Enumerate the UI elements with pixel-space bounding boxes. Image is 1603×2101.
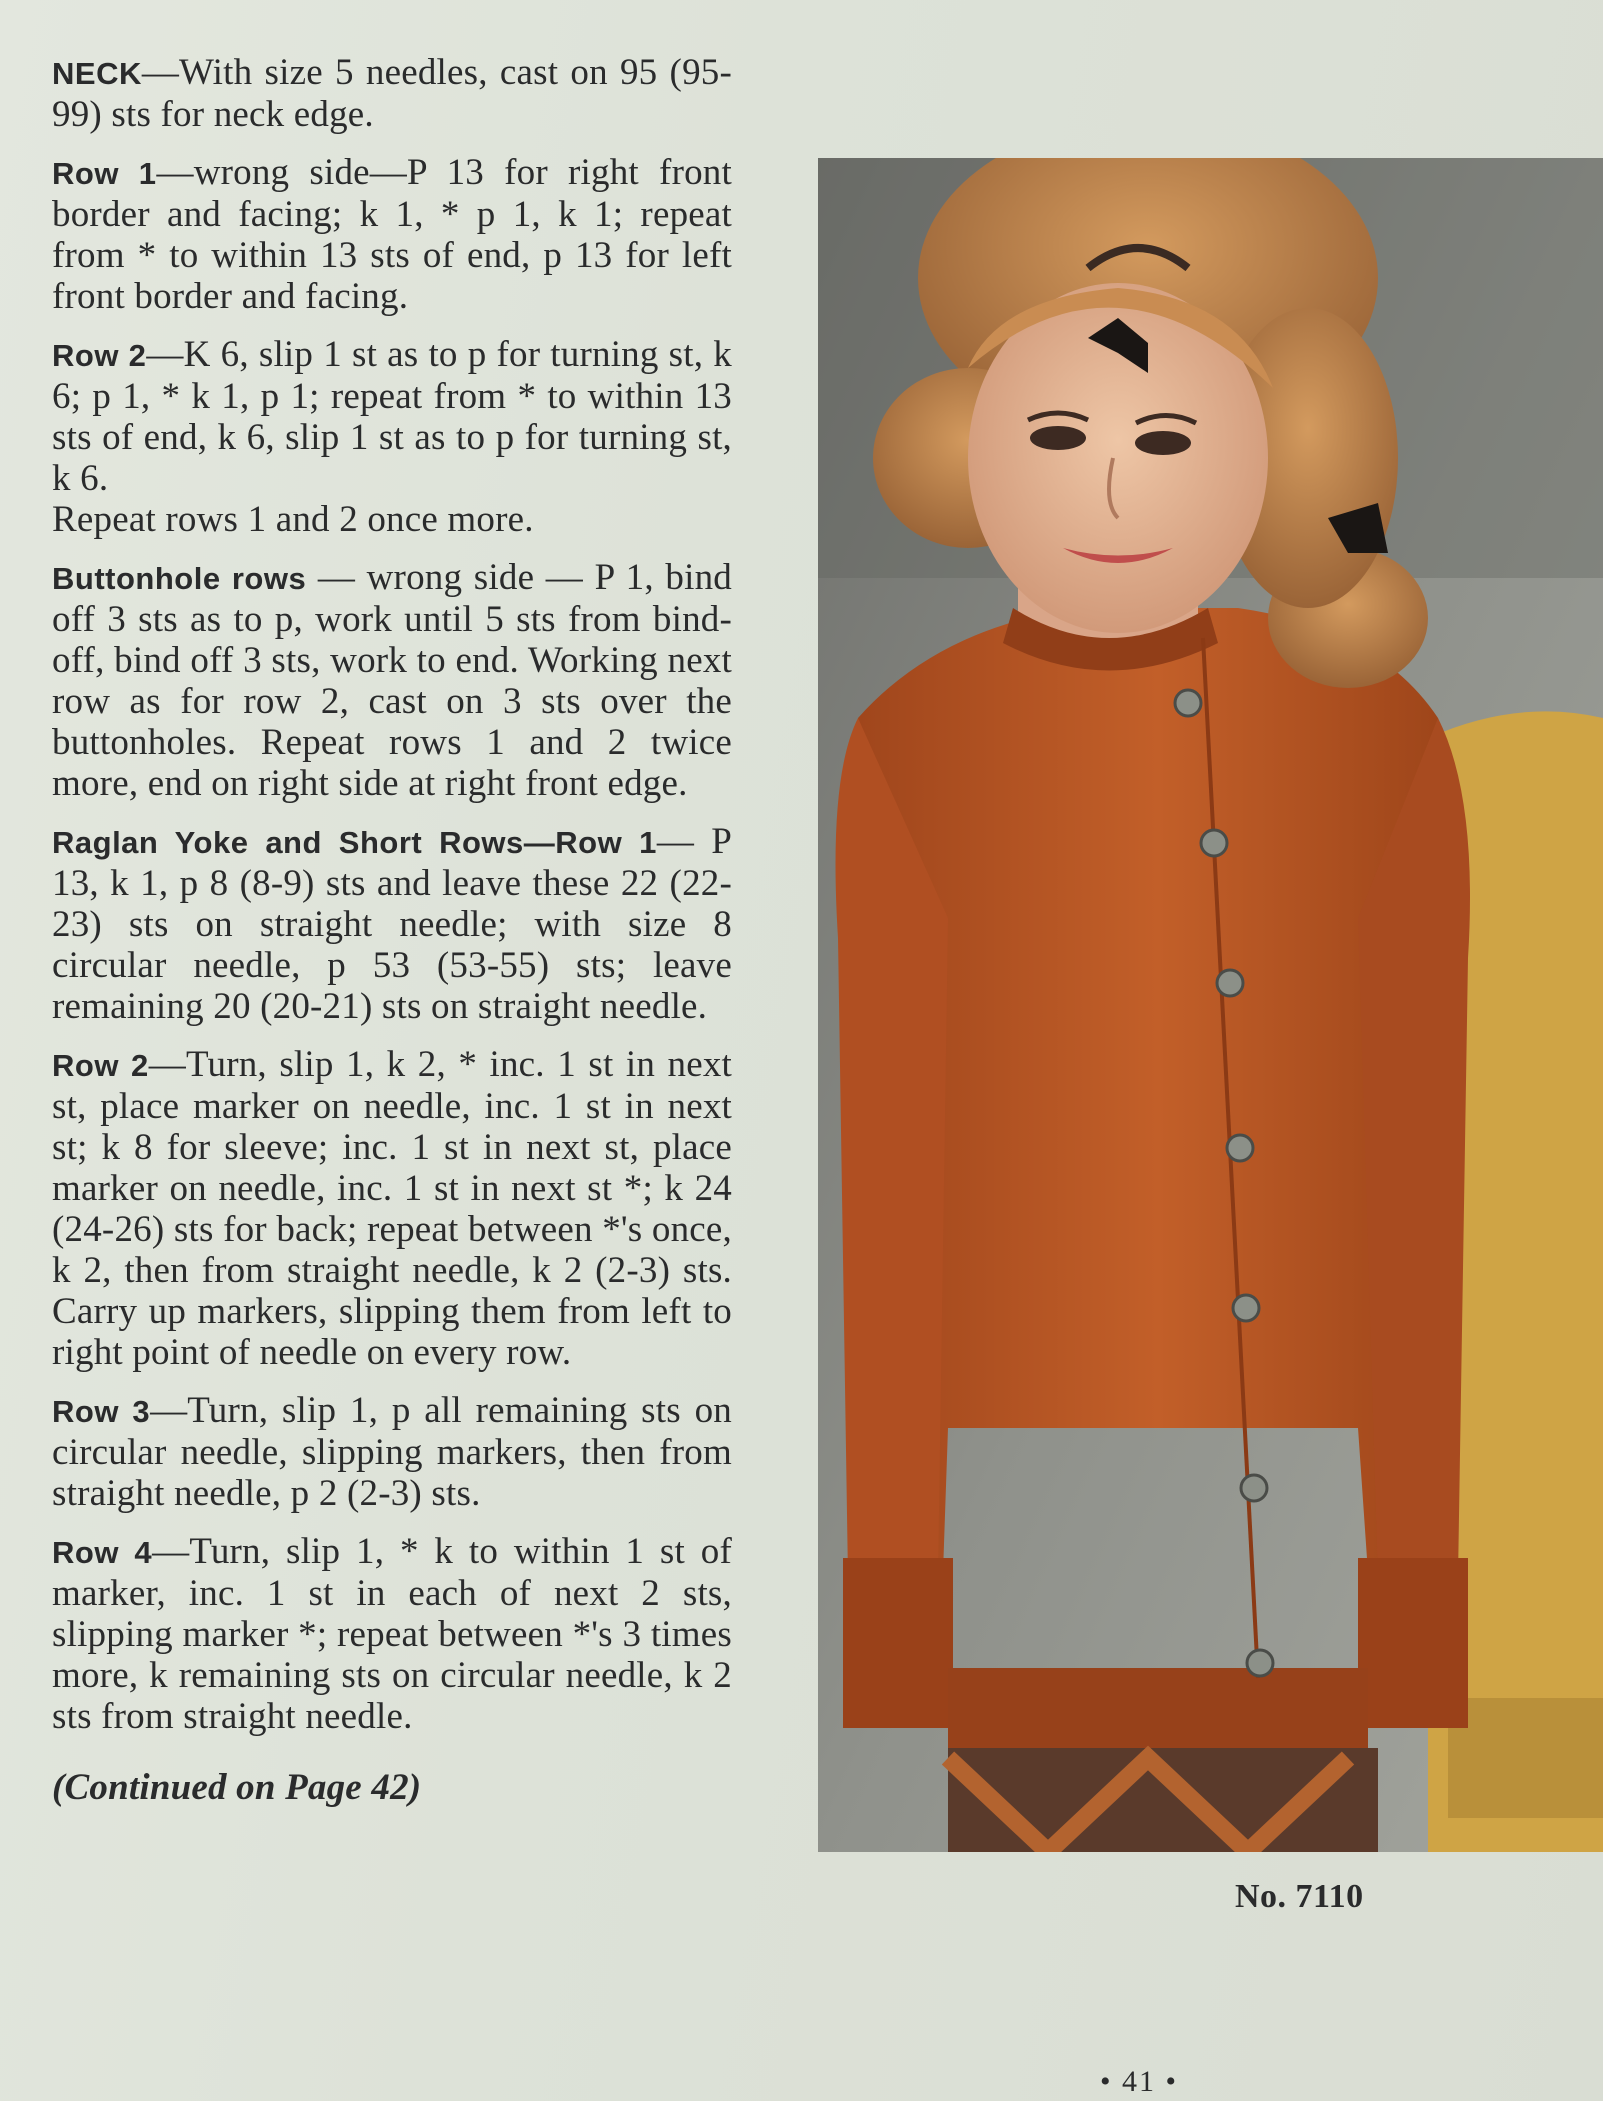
- row2-repeat-text: Repeat rows 1 and 2 once more.: [52, 499, 534, 540]
- buttonhole-paragraph: [52, 557, 732, 804]
- buttonhole-text: — wrong side — P 1, bind off 3 sts as to p, work until 5 sts from bind-off, bind off 3 sts, work to end. Working next row as for row 2, cast on 3 sts over the buttonholes. Repeat rows 1 and 2 twice more, end on right side at right front edge.: [52, 557, 732, 804]
- raglan-paragraph: [52, 821, 732, 1027]
- yoke-row3-heading: Row 3: [52, 1394, 151, 1429]
- neck-heading: NECK: [52, 56, 142, 91]
- yoke-row3-text: —Turn, slip 1, p all remaining sts on circular needle, slipping markers, then from straight needle, p 2 (2-3) sts.: [52, 1390, 732, 1514]
- row1-heading: Row 1: [52, 156, 157, 191]
- yoke-row3-paragraph: [52, 1390, 732, 1514]
- continued-note: (Continued on Page 42): [52, 1767, 422, 1808]
- yoke-row2-heading: Row 2: [52, 1048, 149, 1083]
- pattern-number-caption: No. 7110: [1235, 1878, 1364, 1915]
- model-photo-illustration: [818, 158, 1603, 1852]
- buttonhole-heading: Buttonhole rows: [52, 561, 307, 596]
- neck-text: —With size 5 needles, cast on 95 (95-99) sts for neck edge.: [52, 52, 732, 135]
- yoke-row2-text: —Turn, slip 1, k 2, * inc. 1 st in next st, place marker on needle, inc. 1 st in next st; k 8 for sleeve; inc. 1 st in next st, place marker on needle, inc. 1 st in next st *; k 24 (24-26) sts for back; repeat between *'s once, k 2, then from straight needle, k 2 (2-3) sts. Carry up markers, slipping them from left to right point of needle on every row.: [52, 1044, 732, 1373]
- row1-text: —wrong side—P 13 for right front border and facing; k 1, * p 1, k 1; repeat from * to within 13 sts of end, p 13 for left front border and facing.: [52, 152, 732, 317]
- yoke-row4-text: —Turn, slip 1, * k to within 1 st of marker, inc. 1 st in each of next 2 sts, slipping marker *; repeat between *'s 3 times more, k remaining sts on circular needle, k 2 sts from straight needle.: [52, 1531, 732, 1737]
- neck-paragraph: [52, 52, 732, 135]
- row1-paragraph: [52, 152, 732, 317]
- row2-heading: Row 2: [52, 338, 147, 373]
- yoke-row4-paragraph: [52, 1531, 732, 1737]
- model-photo: [818, 158, 1603, 1852]
- page-number: • 41 •: [1100, 2065, 1179, 2098]
- row2-paragraph: [52, 334, 732, 540]
- yoke-row4-heading: Row 4: [52, 1535, 153, 1570]
- yoke-row2-paragraph: [52, 1044, 732, 1373]
- row2-text: —K 6, slip 1 st as to p for turning st, k 6; p 1, * k 1, p 1; repeat from * to within 13 sts of end, k 6, slip 1 st as to p for turning st, k 6.: [52, 334, 732, 499]
- raglan-text: — P 13, k 1, p 8 (8-9) sts and leave these 22 (22-23) sts on straight needle; with size 8 circular needle, p 53 (53-55) sts; leave remaining 20 (20-21) sts on straight needle.: [52, 821, 732, 1027]
- instructions-column: [52, 52, 732, 1825]
- raglan-heading: Raglan Yoke and Short Rows—Row 1: [52, 825, 657, 860]
